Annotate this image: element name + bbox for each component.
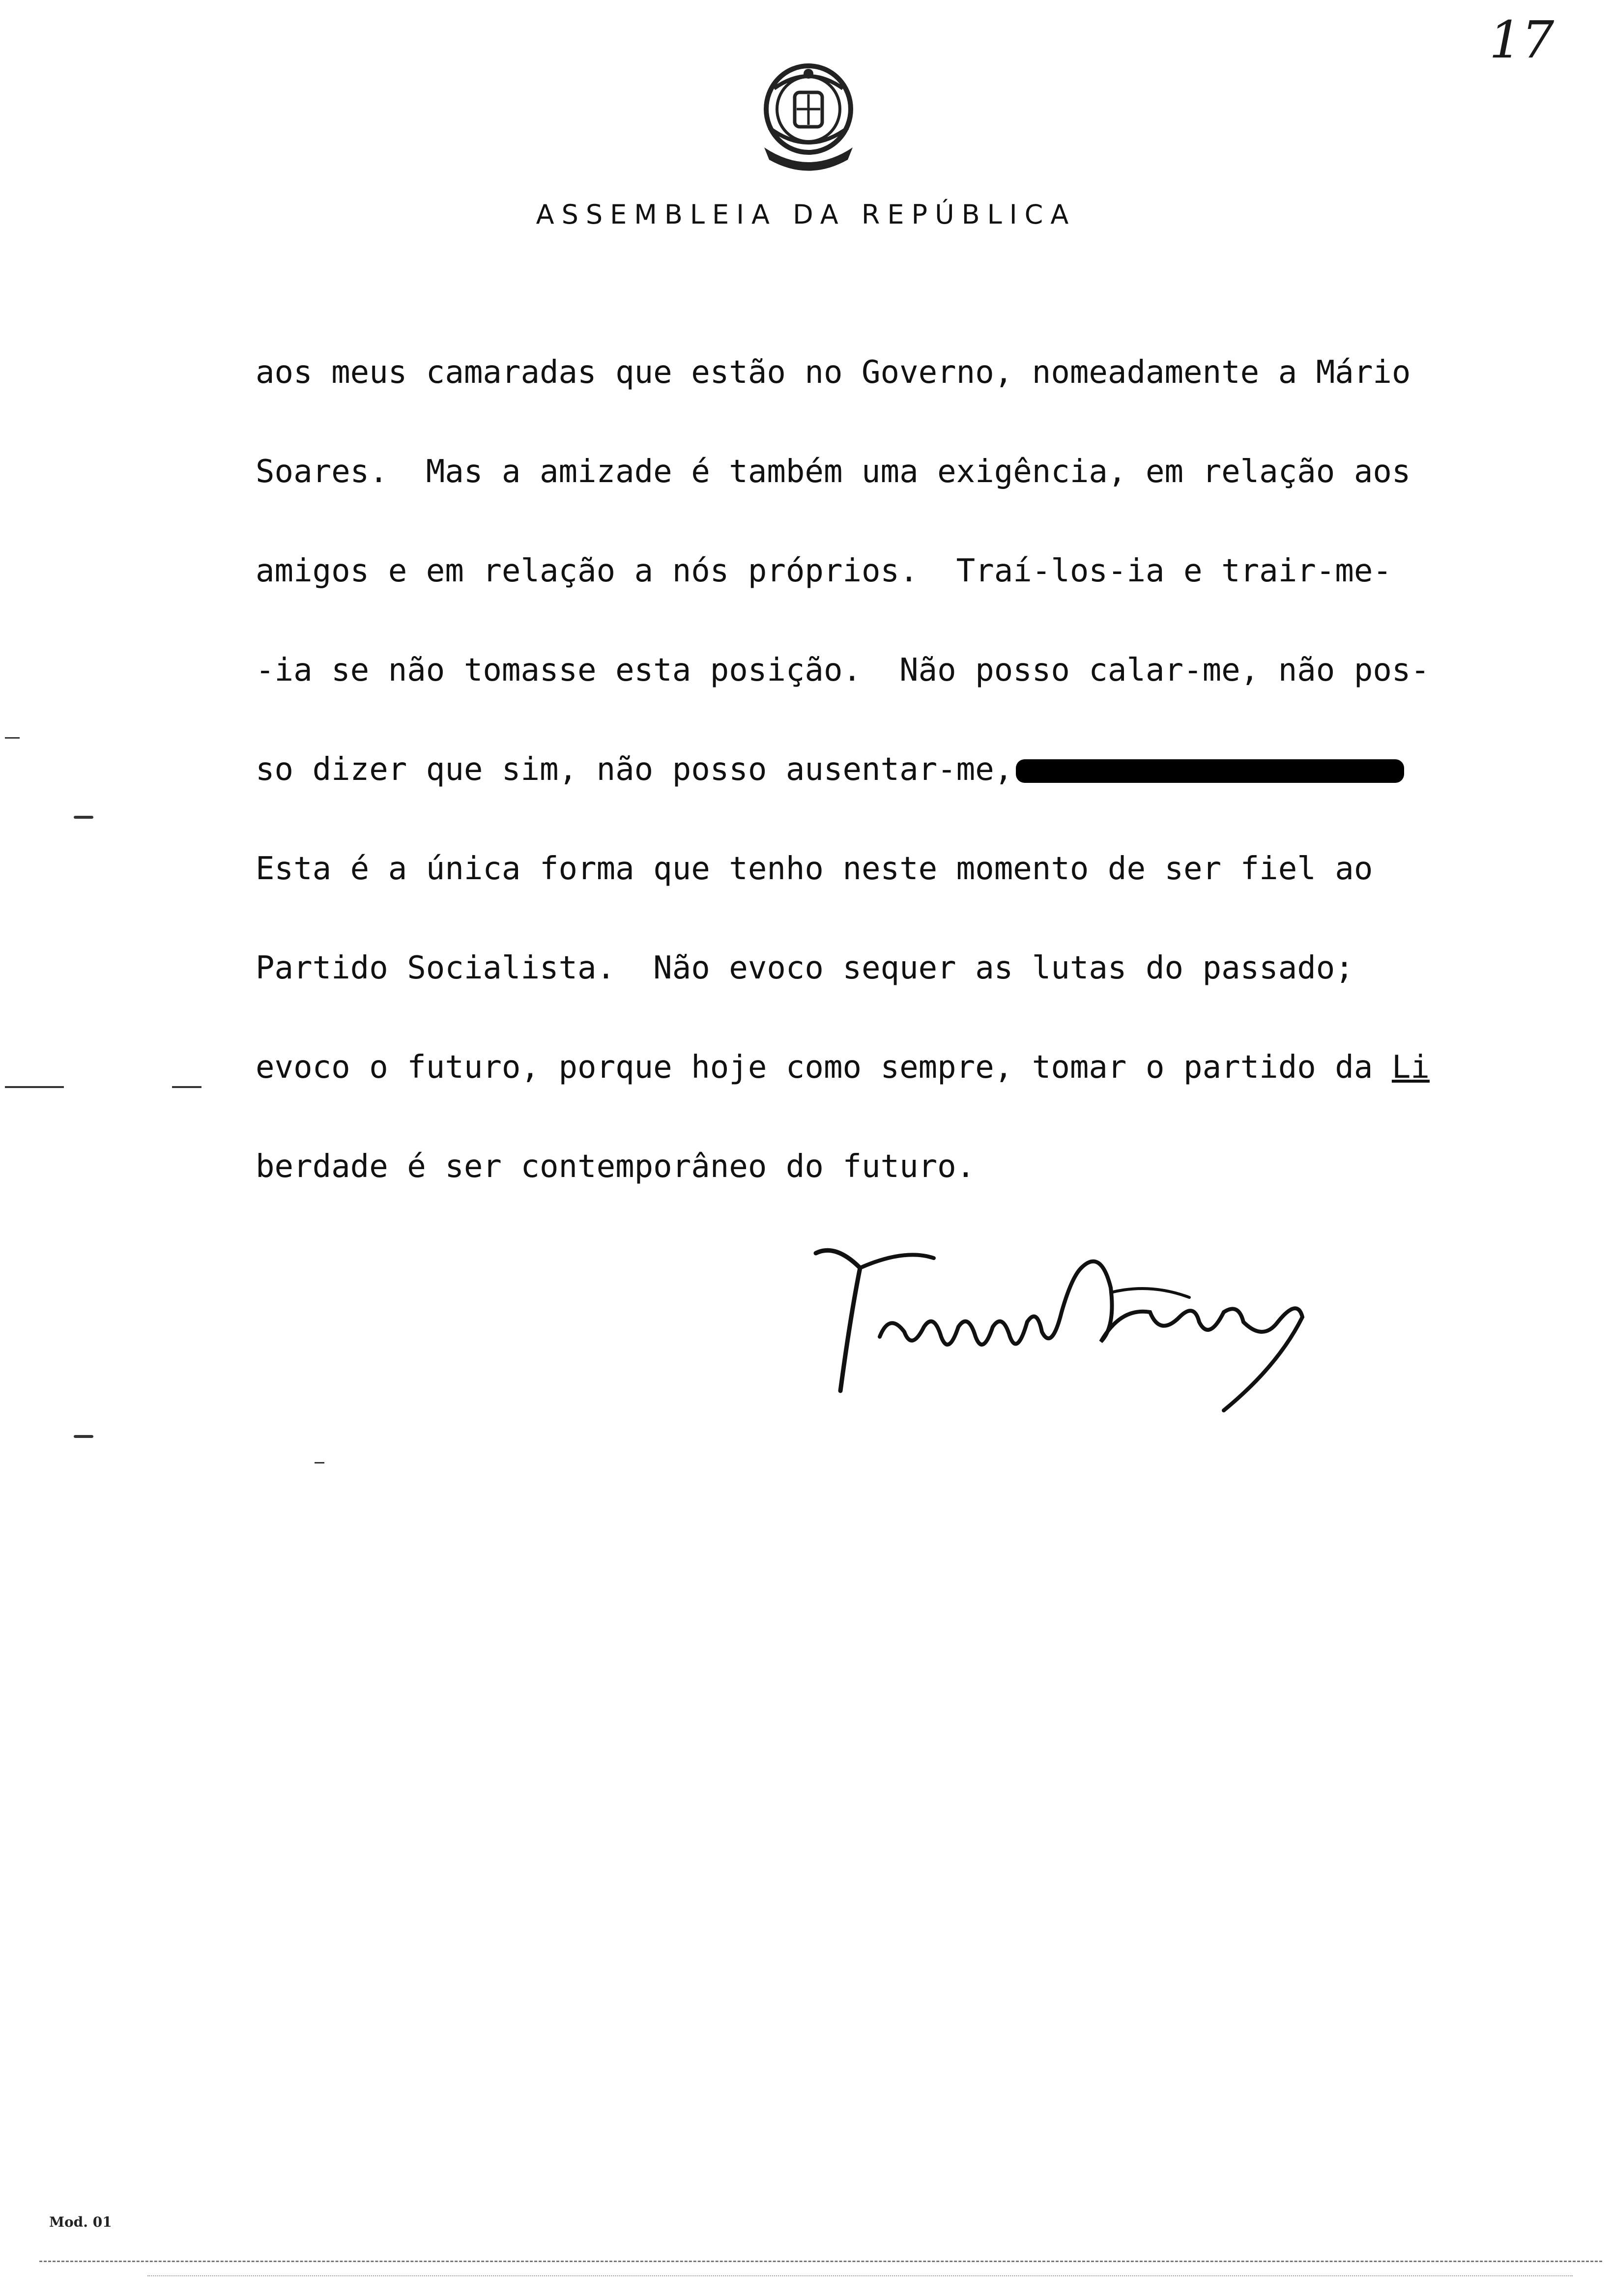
margin-mark bbox=[172, 1086, 202, 1088]
page-number: 17 bbox=[1489, 10, 1554, 70]
bottom-rule bbox=[39, 2261, 1602, 2262]
institution-heading: ASSEMBLEIA DA REPÚBLICA bbox=[536, 199, 1076, 230]
underlined-text: Li bbox=[1391, 1049, 1430, 1086]
speech-body bbox=[256, 353, 1484, 1246]
text-line: -ia se não tomasse esta posição. Não posso calar-me, não pos- bbox=[256, 652, 1430, 689]
text-line: berdade é ser contemporâneo do futuro. bbox=[256, 1148, 976, 1185]
text-line-redacted bbox=[256, 750, 1484, 849]
text-line-content: so dizer que sim, não posso ausentar-me, bbox=[256, 751, 1013, 788]
text-line-content: evoco o futuro, porque hoje como sempre, tomar o partido da bbox=[256, 1049, 1392, 1086]
text-line: Esta é a única forma que tenho neste momento de ser fiel ao bbox=[256, 851, 1373, 887]
margin-mark bbox=[5, 1086, 64, 1088]
margin-mark bbox=[74, 816, 93, 819]
margin-mark bbox=[74, 1435, 93, 1438]
redaction-bar bbox=[1016, 759, 1404, 783]
coat-of-arms-icon bbox=[754, 54, 863, 172]
form-code: Mod. 01 bbox=[49, 2214, 112, 2230]
text-line: aos meus camaradas que estão no Governo, nomeadamente a Mário bbox=[256, 354, 1411, 391]
bottom-rule-secondary bbox=[147, 2275, 1573, 2276]
handwritten-signature-icon bbox=[806, 1238, 1327, 1425]
text-line: amigos e em relação a nós próprios. Traí-los-ia e trair-me- bbox=[256, 553, 1392, 589]
text-line bbox=[256, 1048, 1484, 1147]
margin-mark bbox=[315, 1462, 324, 1464]
text-line: Soares. Mas a amizade é também uma exigência, em relação aos bbox=[256, 454, 1411, 490]
text-line: Partido Socialista. Não evoco sequer as lutas do passado; bbox=[256, 950, 1354, 986]
margin-mark bbox=[5, 737, 20, 739]
